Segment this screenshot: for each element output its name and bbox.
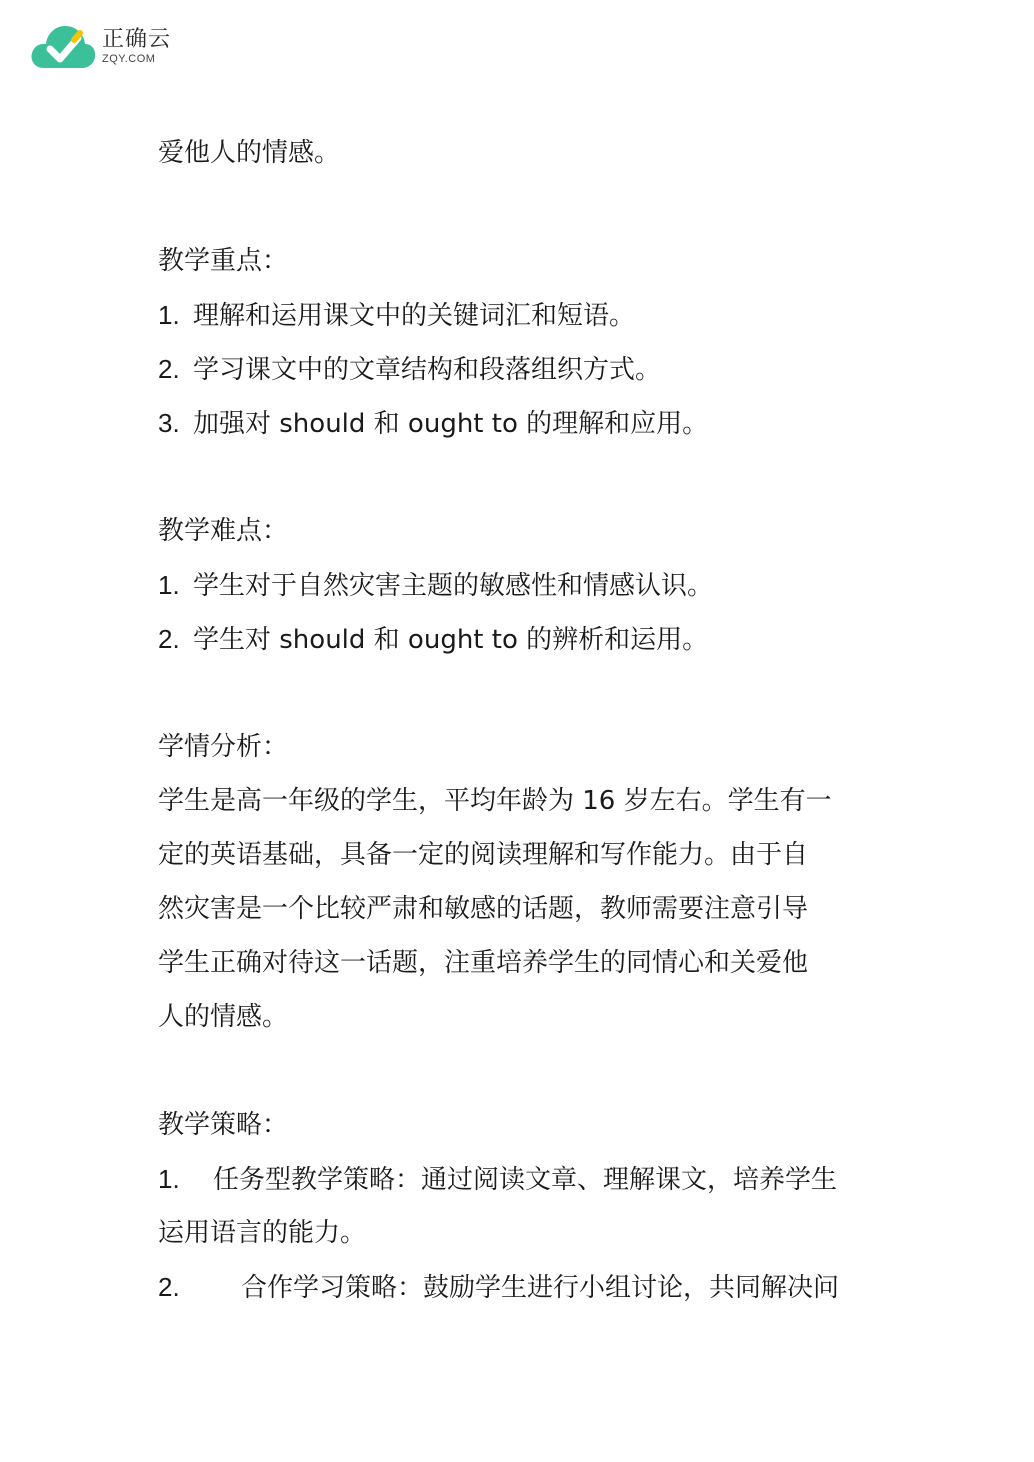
list-number: 2. <box>158 354 180 384</box>
list-item <box>158 558 883 612</box>
list-number: 2. <box>158 624 180 654</box>
list-item-text: 理解和运用课文中的关键词汇和短语。 <box>193 301 636 331</box>
list-item-text: 学生对于自然灾害主题的敏感性和情感认识。 <box>193 571 714 601</box>
brand-logo <box>30 22 171 72</box>
strategy-item-text: 合作学习策略：鼓励学生进行小组讨论，共同解决问 <box>241 1273 840 1303</box>
list-number: 3. <box>158 408 180 438</box>
strategies-heading: 教学策略： <box>158 1110 289 1140</box>
difficulties-heading: 教学难点： <box>158 516 289 546</box>
analysis-line: 人的情感。 <box>158 1002 289 1032</box>
intro-tail: 爱他人的情感。 <box>158 138 341 168</box>
key-points-heading: 教学重点： <box>158 246 289 276</box>
brand-name-en: ZQY.COM <box>102 53 156 65</box>
list-item <box>158 612 883 666</box>
brand-name-cn: 正确云 <box>102 27 172 52</box>
analysis-line: 然灾害是一个比较严肃和敏感的话题，教师需要注意引导 <box>158 894 809 924</box>
document-body <box>158 126 883 1314</box>
analysis-line: 定的英语基础，具备一定的阅读理解和写作能力。由于自 <box>158 840 809 870</box>
list-number: 1. <box>158 570 180 600</box>
strategy-item-1-continued: 运用语言的能力。 <box>158 1218 367 1248</box>
strategy-item-1 <box>158 1152 883 1206</box>
list-number: 1. <box>158 300 180 330</box>
analysis-line: 学生是高一年级的学生，平均年龄为 16 岁左右。学生有一 <box>158 786 832 816</box>
strategy-item-text: 任务型教学策略：通过阅读文章、理解课文，培养学生 <box>213 1165 838 1195</box>
list-item <box>158 288 883 342</box>
cloud-check-icon <box>30 22 96 72</box>
list-number: 1. <box>158 1164 180 1194</box>
list-item-text: 加强对 should 和 ought to 的理解和应用。 <box>193 409 709 439</box>
analysis-heading: 学情分析： <box>158 732 289 762</box>
strategy-item-2 <box>158 1260 883 1314</box>
list-item <box>158 342 883 396</box>
list-item-text: 学生对 should 和 ought to 的辨析和运用。 <box>193 625 709 655</box>
list-item-text: 学习课文中的文章结构和段落组织方式。 <box>193 355 662 385</box>
list-number: 2. <box>158 1272 180 1302</box>
analysis-line: 学生正确对待这一话题，注重培养学生的同情心和关爱他 <box>158 948 809 978</box>
list-item <box>158 396 883 450</box>
